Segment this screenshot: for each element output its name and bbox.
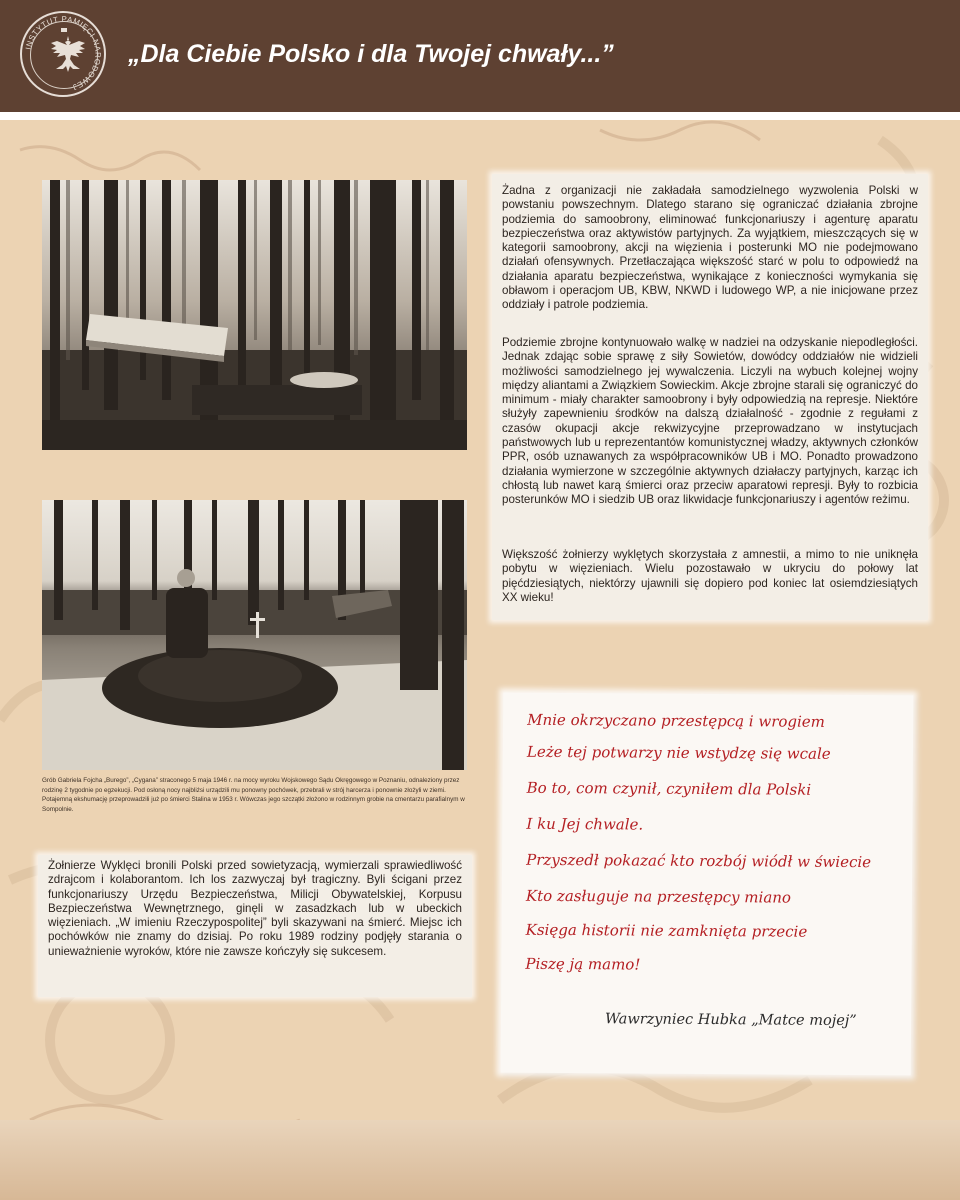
header-divider (0, 112, 960, 120)
poem-line: Mnie okrzyczano przestępcą i wrogiem (527, 710, 826, 731)
poem-line: Przyszedł pokazać kto rozbój wiódł w świecie (526, 850, 872, 872)
forest-grave-photo (42, 500, 467, 770)
photo-caption: Grób Gabriela Fojcha „Burego”, „Cygana” straconego 5 maja 1946 r. na mocy wyroku Wojskowego Sądu Okręgowego w Poznaniu, odnaleziony przez rodzinę 2 tygodnie po egzekucji. Pod osłoną nocy najbliżsi urządzili mu ponowny pochówek, przebrali w strój harcerza i ponownie złożyli w ziemi. Potajemną ekshumację przeprowadzili już po śmierci Stalina w 1953 r. Wówczas jego szczątki złożono w rodzinnym grobie na cmentarzu parafialnym w Sompolnie. (42, 777, 465, 813)
poem-line: Kto zasługuje na przestępcy miano (525, 886, 792, 907)
poem-line: Piszę ją mamo! (525, 954, 641, 974)
paragraph-amnesty: Większość żołnierzy wyklętych skorzystała z amnestii, a mimo to nie uniknęła pobytu w więzieniach. Wielu pozostawało w ukryciu do połowy lat pięćdziesiątych, niektórzy ujawnili się dopiero pod koniec lat osiemdziesiątych XX wieku! (502, 548, 918, 604)
poem-signature: Wawrzyniec Hubka „Matce mojej” (604, 1011, 857, 1030)
poem-line: Księga historii nie zamknięta przecie (525, 920, 808, 941)
svg-text:INSTYTUT PAMIĘCI NARODOWEJ: INSTYTUT PAMIĘCI NARODOWEJ (23, 14, 103, 92)
poem-line: I ku Jej chwale. (526, 814, 644, 834)
poem-line: Bo to, com czynił, czyniłem dla Polski (526, 778, 812, 799)
page-title: „Dla Ciebie Polsko i dla Twojej chwały...” (128, 40, 614, 68)
paragraph-armed-underground: Podziemie zbrojne kontynuowało walkę w nadziei na odzyskanie niepodległości. Jednak zdając sobie sprawę z siły Sowietów, dowódcy oddziałów nie widzieli możliwości samodzielnego jej wywalczenia. Liczyli na wybuch kolejnej wojny między aliantami a Związkiem Sowieckim. Akcje zbrojne starali się ograniczyć do minimum - miały charakter samoobrony i były odpowiedzią na represje. Niektóre służyły zapewnieniu środków na dalszą działalność - zgodnie z regułami z czasów okupacji akcje rekwizycyjne przeprowadzano w instytucjach państwowych lub u reprezentantów komunistycznej władzy, aktywnych członków PPR, osób uznawanych za współpracowników UB i MO. Ponadto prowadzono działania wymierzone w szczególnie aktywnych działaczy partyjnych, karząc ich chłostą lub nawet karą śmierci oraz przeciw aparatowi represji. Były to rozbicia posterunków MO i siedzib UB oraz likwidacje funkcjonariuszy i agentów reżimu. (502, 336, 918, 507)
handwritten-poem-note (501, 693, 914, 1076)
paragraph-cursed-soldiers: Żołnierze Wyklęci bronili Polski przed sowietyzacją, wymierzali sprawiedliwość zdrajcom i kolaborantom. Ich los zazwyczaj był tragiczny. Byli ścigani przez funkcjonariuszy Urzędu Bezpieczeństwa, Milicji Obywatelskiej, Korpusu Bezpieczeństwa Wewnętrznego, ginęli w zasadzkach lub w ubeckich więzieniach. „W imieniu Rzeczypospolitej” byli skazywani na śmierć. Miejsc ich pochówków nie znamy do dzisiaj. Po roku 1989 rodziny podjęły starania o unieważnienie wyroków, które nie zawsze kończyły się sukcesem. (48, 859, 462, 958)
forest-exhumation-photo (42, 180, 467, 450)
photo-icon (42, 500, 467, 770)
paragraph-organizations: Żadna z organizacji nie zakładała samodzielnego wyzwolenia Polski w powstaniu powszechnym. Dlatego starano się ograniczać działania zbrojne podziemia do samoobrony, eliminować funkcjonariuszy i agenturę aparatu bezpieczeństwa oraz aktywistów partyjnych. Za wyjątkiem, mieszczących się w kategorii samoobrony, akcji na więzienia i posterunki MO nie podejmowano działań ofensywnych. Przetłaczająca większość starć w polu to odpowiedź na działania aparatu bezpieczeństwa, wynikające z konieczności wymykania się obławom i operacjom UB, KBW, NKWD i ludowego WP, a nie inicjowane przez oddziały i patrole podziemia. (502, 184, 918, 312)
photo-icon (42, 180, 467, 450)
header-bar (0, 0, 960, 112)
seal-inner-ring (30, 21, 98, 89)
white-eagle-icon (31, 22, 97, 88)
cursed-soldiers-text-panel (38, 855, 472, 997)
ipn-seal-logo (20, 11, 106, 97)
poem-line: Leże tej potwarzy nie wstydzę się wcale (526, 742, 831, 763)
board-torn-bottom (0, 1120, 960, 1200)
history-text-panel (492, 174, 928, 620)
